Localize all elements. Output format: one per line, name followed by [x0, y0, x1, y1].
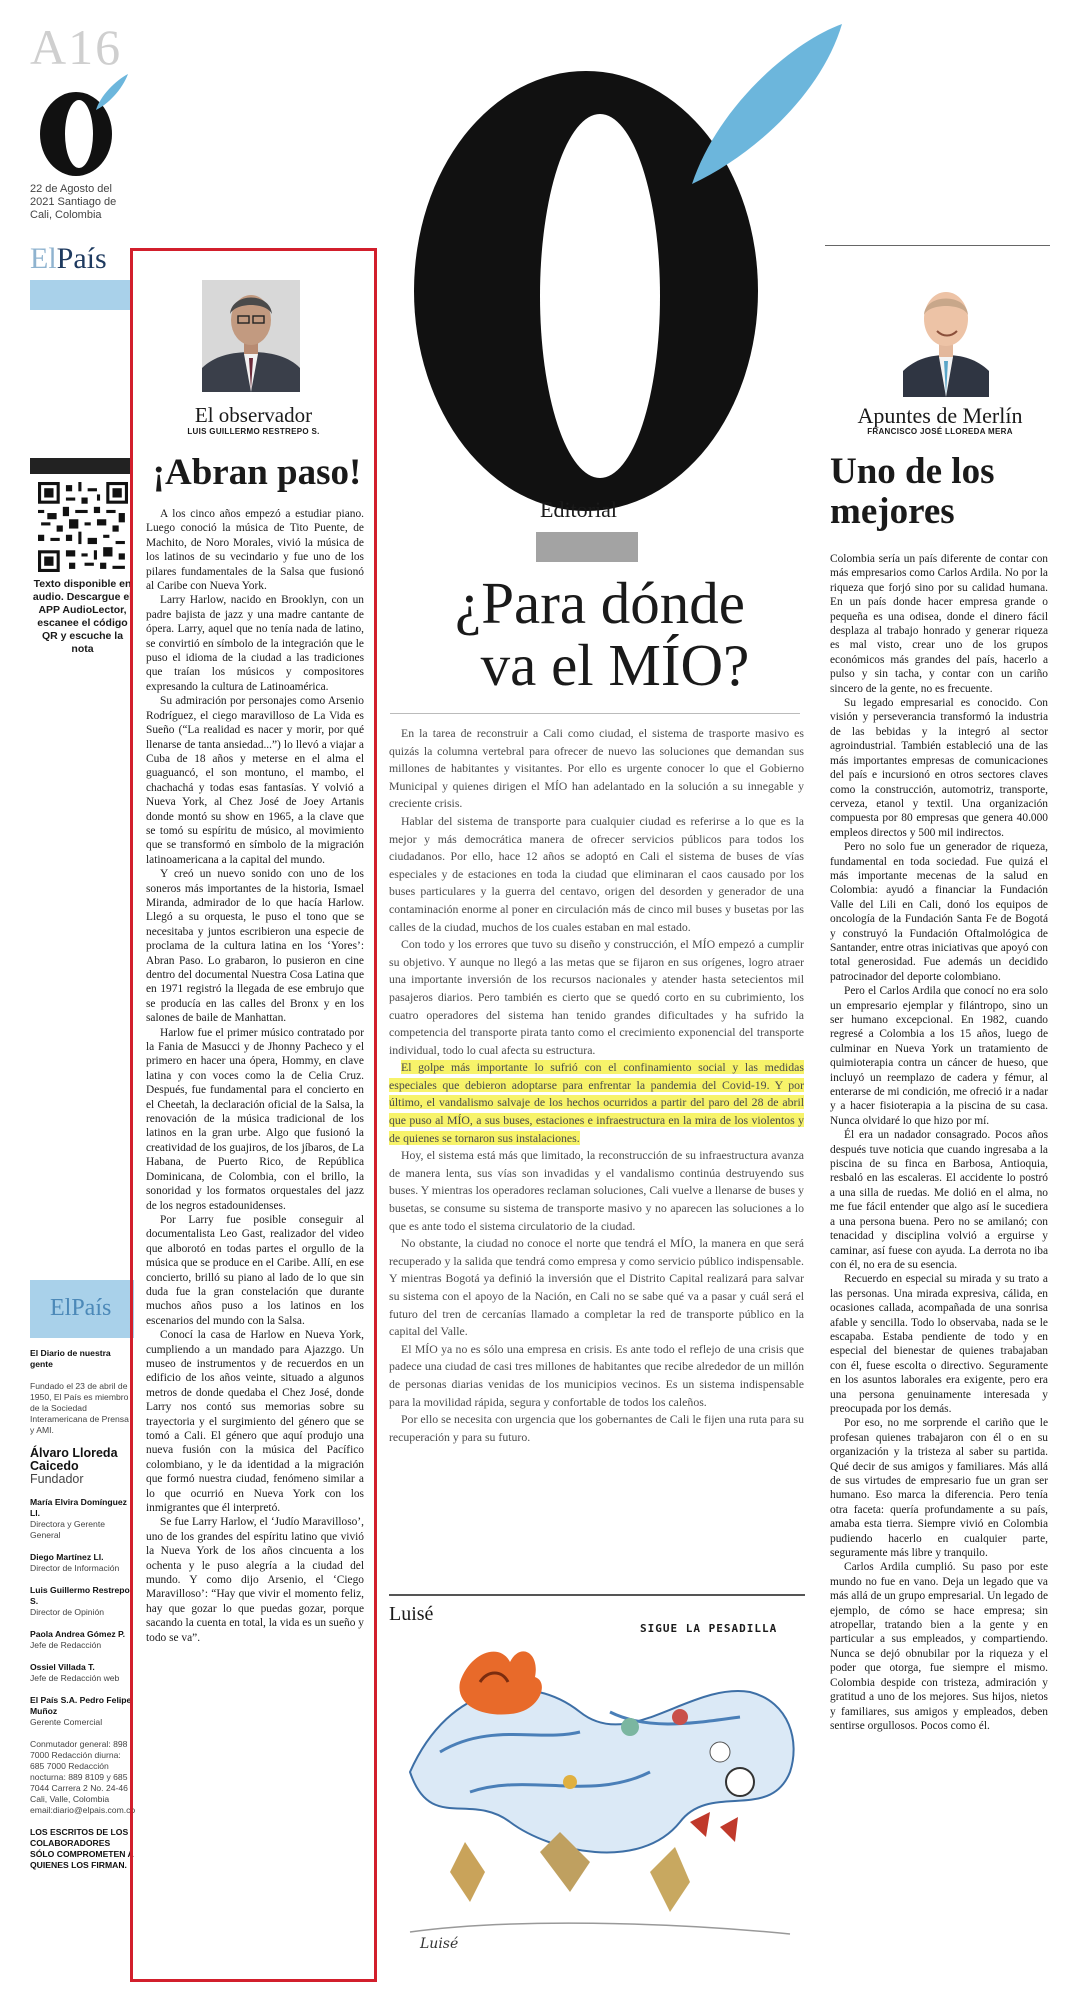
- paragraph: Pero no solo fue un generador de riqueza, fundamental en toda sociedad. Fue quizá el más importante mecenas de la salud en Colombia: ayudó a financiar la Fundación Valle del Lili en Cali, donó los equipos de oncología de la Fundación Santa Fe de Bogotá y construyó la Fundación Oftalmológica de Santander, entre otras iniciativas que apoyó con total generosidad. Fue además un decidido patrocinador del deporte colombiano.: [830, 841, 1048, 983]
- cartoon-label: Luisé: [389, 1603, 434, 1625]
- paragraph: En la tarea de reconstruir a Cali como ciudad, el sistema de trasporte masivo es quizás la columna vertebral para ofrecer de nuevo las soluciones que demandan sus millones de habitantes y visitantes. Por ello es urgente conocer lo que el Gobierno Municipal y quienes dirigen el MÍO han adelantado en la solución a su innegable y creciente crisis.: [389, 726, 804, 811]
- staff-role: Director de Opinión: [30, 1607, 105, 1617]
- paragraph: Su admiración por personajes como Arsenio Rodríguez, el ciego maravilloso de La Vida es Sueño (“La realidad es nacer y morir, por qué llenarse de tanta ansiedad...”) lo llevó a viajar a Cuba de 18 años y meterse en el alma el guaguancó, el son montuno, el mambo, el chachachá y todas esas fantasías. Y volvió a Nueva York, al Chez José de Joey Artanis donde montó su show en 1965, a la clave que se tomó su espíritu de músico, al movimiento que se transformó en símbolo de la migración latinoamericana a la capital del mundo.: [146, 695, 364, 866]
- editorial-title: [380, 572, 820, 696]
- editorial-title-line: va el MÍO?: [480, 632, 750, 698]
- paragraph: Hoy, el sistema está más que limitado, la reconstrucción de su infraestructura avanza de manera lenta, sus vías son invadidas y el vandalismo continúa destruyendo sus buses. Y mientras los operadores reclaman soluciones, Cali vuelve a llenarse de buses y busetas, se consume su sistema de transporte masivo y no aparecen las soluciones a lo que es ante todo el sistema circulatorio de la ciudad.: [389, 1148, 804, 1233]
- column-name: El observador: [194, 403, 313, 427]
- paragraph: Y creó un nuevo sonido con uno de los soneros más importantes de la historia, Ismael Miranda, admirador de lo que hacía Harlow. Llegó a su orquesta, le puso el tono que se necesitaba y juntos escribieron una especie de proclama de la cultura latina en los ‘Yores’: Abran Paso. Lo grabaron, lo pusieron en cine dentro del documental Nuestra Cosa Latina que en 1971 registró la llegada de ese embrujo que se producía en las calles del Bronx y en los salones de baile de Manhattan.: [146, 868, 364, 1025]
- paragraph: Con todo y los errores que tuvo su diseño y construcción, el MÍO empezó a cumplir su objetivo. Y aunque no llegó a las metas que se fijaron en sus orígenes, logro atraer una importante inversión de los recursos nacionales y atender hasta setecientos mil pasajeros diarios. Pero también es cierto que se quedó corto en su cubrimiento, los cuatro operadores del sistema han tenido grandes dificultades y ha sufrido la competencia del transporte pirata tanto como el crecimiento exponencial del transporte individual, todo lo cual afecta su estructura.: [389, 937, 804, 1057]
- audio-note: Texto disponible en audio. Descargue el APP AudioLector, escanee el código QR y escuche la nota: [32, 578, 133, 655]
- paragraph: Por Larry fue posible conseguir al documentalista Leo Gast, realizador del video que alborotó en todas partes el orgullo de la música que se produce en el Caribe. Allí, en ese concierto, brilló su piano al lado de lo que sin duda fue la gran constelación que durante muchos años puso a los latinos en los escenarios del mundo con la Salsa.: [146, 1213, 364, 1327]
- masthead-founded: Fundado el 23 de abril de 1950, El País es miembro de la Sociedad Interamericana de Prensa y AMI.: [30, 1381, 129, 1435]
- opinion-logo-icon: [372, 16, 852, 516]
- cartoon-caption: SIGUE LA PESADILLA: [640, 1622, 778, 1635]
- staff-name: María Elvira Domínguez Ll.: [30, 1497, 127, 1518]
- column-author: FRANCISCO JOSÉ LLOREDA MERA: [867, 427, 1013, 436]
- staff-name: Diego Martínez Ll.: [30, 1552, 104, 1562]
- brand-logo-part2: País: [56, 242, 107, 275]
- staff-name: Paola Andrea Gómez P.: [30, 1629, 126, 1639]
- masthead-logo: ElPaís: [50, 1295, 112, 1321]
- paragraph: Conocí la casa de Harlow en Nueva York, cumpliendo a un mandado para Ajazzgo. Un museo de instrumentos y de recuerdos en un edificio de los años veinte, situado a algunos metros de donde quedaba el Chez José, donde Larry nos contó sus memorias sobre su trayectoria y el surgimiento del género que se tomó a Cali. El género que aquí produjo una nueva fusión con la música del Pacífico colombiano, y le da identidad a la migración que formó nuestra ciudad, fenómeno similar a lo que ocurrió en Nueva York con los inmigrantes que él interpretó.: [146, 1329, 364, 1515]
- paragraph: Su legado empresarial es conocido. Con visión y perseverancia transformó la industria de las bebidas y la integró al sector agroindustrial. También estableció una de las más importantes empresas de comunicaciones del país e incursionó en otros sectores claves como la construcción, automotriz, transporte, cerveza, etanol y textil. Una organización compuesta por 80 empresas que genera 40.000 empleos directos y 500 mil indirectos.: [830, 697, 1048, 839]
- divider: [825, 245, 1050, 246]
- staff-role: Jefe de Redacción: [30, 1640, 102, 1650]
- paragraph: Colombia sería un país diferente de contar con más empresarios como Carlos Ardila. No por la riqueza que forjó sino por su calidad humana. En un país donde hacer empresa grande o pequeña es una odisea, donde el dinero fácil desplaza al trabajo honrado y generar riqueza es mal visto, crear uno de los grupos económicos más grandes del país, hacerlo a pulso y sin tacha, y contar con un cariño sincero de la gente, no es frecuente.: [830, 553, 1048, 695]
- column-title: Uno de los mejores: [830, 451, 995, 532]
- qr-code-icon[interactable]: [38, 482, 128, 572]
- masthead: [30, 1348, 134, 1882]
- staff-name: El País S.A. Pedro Felipe Muñoz: [30, 1695, 132, 1716]
- staff-role: Directora y Gerente General: [30, 1519, 105, 1540]
- divider: [389, 1594, 805, 1596]
- staff-role: Jefe de Redacción web: [30, 1673, 120, 1683]
- masthead-disclaimer: LOS ESCRITOS DE LOS COLABORADORES SÓLO COMPROMETEN A QUIENES LOS FIRMAN.: [30, 1827, 134, 1870]
- staff-name: Ossiel Villada T.: [30, 1662, 95, 1672]
- highlighted-paragraph: El golpe más importante lo sufrió con el confinamiento social y las medidas especiales que debieron adoptarse para enfrentar la pandemia del Covid-19. Y por último, el vandalismo salvaje de los hechos ocurridos a partir del paro del 28 de abril que puso al MÍO, a sus buses, estaciones e infraestructura en la mira de los violentos y de quienes se tornaron sus instalaciones.: [389, 1060, 804, 1145]
- column-title: ¡Abran paso!: [152, 452, 362, 493]
- masthead-tagline: El Diario de nuestra gente: [30, 1348, 111, 1369]
- editorial-label: Editorial: [540, 497, 617, 522]
- paragraph: Recuerdo en especial su mirada y su trato a las personas. Una mirada expresiva, cálida, en ocasiones callada, acompañada de una sonrisa afable y sencilla. Todo lo observaba, nada se le escapaba. Estaba pendiente de todo y en especial del bienestar de quienes trabajaban con él, fuese escolta o directivo. Seguramente en los asuntos laborales era exigente, pero era una persona genuinamente interesada y preocupada por los demás.: [830, 1273, 1048, 1415]
- column-author: LUIS GUILLERMO RESTREPO S.: [187, 427, 320, 436]
- staff-name: Luis Guillermo Restrepo S.: [30, 1585, 130, 1606]
- masthead-contact: Conmutador general: 898 7000 Redacción diurna: 685 7000 Redacción nocturna: 889 8109 y 685 7044 Carrera 2 No. 24-46 Cali, Valle, Colombia email:diario@elpais.com.co: [30, 1739, 136, 1815]
- brand-bar: [30, 280, 132, 310]
- editorial-bar: [536, 532, 638, 562]
- staff-role: Gerente Comercial: [30, 1717, 103, 1727]
- editorial-title-line: ¿Para dónde: [455, 570, 745, 636]
- paragraph: No obstante, la ciudad no conoce el norte que tendrá el MÍO, la manera en que será recuperado y la salida que tendrá como empresa y como servicio público indispensable. Y mientras Bogotá ya definió la inversión que el Distrito Capital realizará para salvar su sistema con el apoyo de la Nación, en Cali no se sabe qué va a pasar y cuál será el futuro del tren de cercanías llamado a completar la red de transporte público en la capital del Valle.: [389, 1236, 804, 1339]
- paragraph: Larry Harlow, nacido en Brooklyn, con un padre bajista de jazz y una madre cantante de ópera. Larry, aquel que no tenía nada de latino, se convirtió en símbolo de la integración que le puso el idioma de la ciudad a las tradiciones que traían los músicos y compositores expresando la cultura de Latinoamérica.: [146, 594, 364, 693]
- brand-logo: [30, 242, 107, 276]
- staff-role: Director de Información: [30, 1563, 120, 1573]
- cartoon-signature: Luisé: [420, 1936, 459, 1952]
- paragraph: A los cinco años empezó a estudiar piano. Luego conoció la música de Tito Puente, de Machito, de Noro Morales, vivió la música de los latinos de su vecindario y fue uno de los pilares fundamentales de la Salsa que fusionó al Caribe con Nueva York.: [146, 508, 364, 593]
- paragraph: Carlos Ardila cumplió. Su paso por este mundo no fue en vano. Deja un legado que va más allá de un grupo empresarial. Un legado de ejemplo, de cómo se hace empresa; sin atropellar, tratando bien a la gente y en particular a sus empleados, y compartiendo. Nunca se dejó obnubilar por la riqueza y el poder que otorga, fue siempre el mismo. Colombia despide con tristeza, admiración y gratitud a uno de los mejores. Sus hijos, nietos y familiares, sus amigos y empleados, deben sentirse orgullosos. Pocos como él.: [830, 1561, 1048, 1732]
- divider: [390, 713, 800, 714]
- author-photo-icon: [202, 280, 300, 392]
- editorial-body: [389, 725, 804, 1446]
- author-photo-icon: [903, 275, 989, 397]
- page-number: A16: [30, 19, 123, 75]
- paragraph: Pero el Carlos Ardila que conocí no era solo un empresario ejemplar y filántropo, sino un ser humano excepcional. En 1982, cuando regresé a Colombia a los 15 años, luego de culminar en Nueva York un tratamiento de quimioterapia contra un cáncer de hueso, que incluyó un reemplazo de cadera y fémur, al enterarse de mi condición, me ofreció ir a nadar y a hacer fisioterapia a la piscina de su casa. Nunca olvidaré lo que hizo por mí.: [830, 985, 1048, 1127]
- paragraph: Hablar del sistema de transporte para cualquier ciudad es referirse a lo que es la mejor y más democrática manera de ofrecer servicios públicos para todos los ciudadanos. Por ello, hace 12 años se adoptó en Cali el sistema de buses de vías especiales y de estaciones en toda la ciudad que eliminaran el caos causado por los buses particulares y la guerra del centavo, origen del desorden y generador de una contaminación enorme al poner en circulación más de cinco mil buses y busetas por las calles de la ciudad, muchos de los cuales estaban en mal estado.: [389, 813, 804, 934]
- paragraph: Por eso, no me sorprende el cariño que le profesan quienes trabajaron con él o en su organización y la tristeza al saber su partida. Qué decir de sus amigos y familiares. Más allá de sus virtudes de empresario fue un gran ser humano. Eso marca la diferencia. Pero tenía otra faceta: quería profundamente a su país, amaba esta tierra. Siempre vivió en Colombia pudiendo hacerlo en cualquier parte, seguramente más libre y tranquilo.: [830, 1417, 1048, 1560]
- founder-name: Álvaro Lloreda Caicedo: [30, 1446, 118, 1473]
- section-bar: [30, 458, 130, 474]
- column-body: [146, 507, 364, 1645]
- column-name: Apuntes de Merlín: [857, 403, 1023, 428]
- paragraph: Harlow fue el primer músico contratado por la Fania de Masucci y de Jhonny Pacheco y el primero en hacer una ópera, Hommy, en clave latina y con voces como la de Celia Cruz. Después, fue fundamental para el concierto en el Cheetah, la declaración oficial de la Salsa, la renovación de la música tradicional de los latinos en la gran urbe. Algo que fusionó la creatividad de los guajiros, de los jíbaros, de La Habana, de Puerto Rico, de República Dominicana, de Colombia, con el brillo, la sonoridad y los formatos orquestales del jazz de los negros estadounidenses.: [146, 1026, 364, 1212]
- issue-date: 22 de Agosto del 2021 Santiago de Cali, Colombia: [30, 183, 117, 221]
- cartoon-illustration: [390, 1622, 805, 1957]
- founder-role: Fundador: [30, 1472, 84, 1486]
- brand-logo-part1: El: [30, 242, 57, 275]
- opinion-small-logo-icon: [30, 70, 135, 180]
- paragraph: Por ello se necesita con urgencia que los gobernantes de Cali le fijen una ruta para su recuperación y para su futuro.: [389, 1412, 804, 1444]
- paragraph: Él era un nadador consagrado. Pocos años después tuve noticia que cuando ingresaba a la piscina de su finca en Barbosa, Antioquia, resbaló en las escaleras. El accidente lo postró a una silla de ruedas. Me dolió en el alma, no me fue fácil entender que algo así le sucediera a una persona buena. Pero no se amilanó; con tenacidad y disciplina volvió a erguirse y caminar, así fuese con ayuda. La derrota no iba con él, no era de su esencia.: [830, 1129, 1048, 1271]
- paragraph: El MÍO ya no es sólo una empresa en crisis. Es ante todo el reflejo de una crisis que padece una ciudad de casi tres millones de habitantes que recibe alrededor de un millón de personas diarias venidas de los municipios vecinos. Es un sistema indispensable para la movilidad rápida, segura y confortable de todos los caleños.: [389, 1341, 804, 1409]
- column-body: [830, 552, 1048, 1733]
- paragraph: Se fue Larry Harlow, el ‘Judío Maravilloso’, uno de los grandes del espíritu latino que vivió la Nueva York de los años cincuenta a los ochenta y le puso alegría a la ciudad del mundo. Y como dijo Arsenio, el ‘Ciego Maravilloso’: “Hay que vivir el momento feliz, hay que gozar lo que puedas gozar, porque sacando la cuenta en total, la vida es un sueño y todo se va”.: [146, 1516, 364, 1644]
